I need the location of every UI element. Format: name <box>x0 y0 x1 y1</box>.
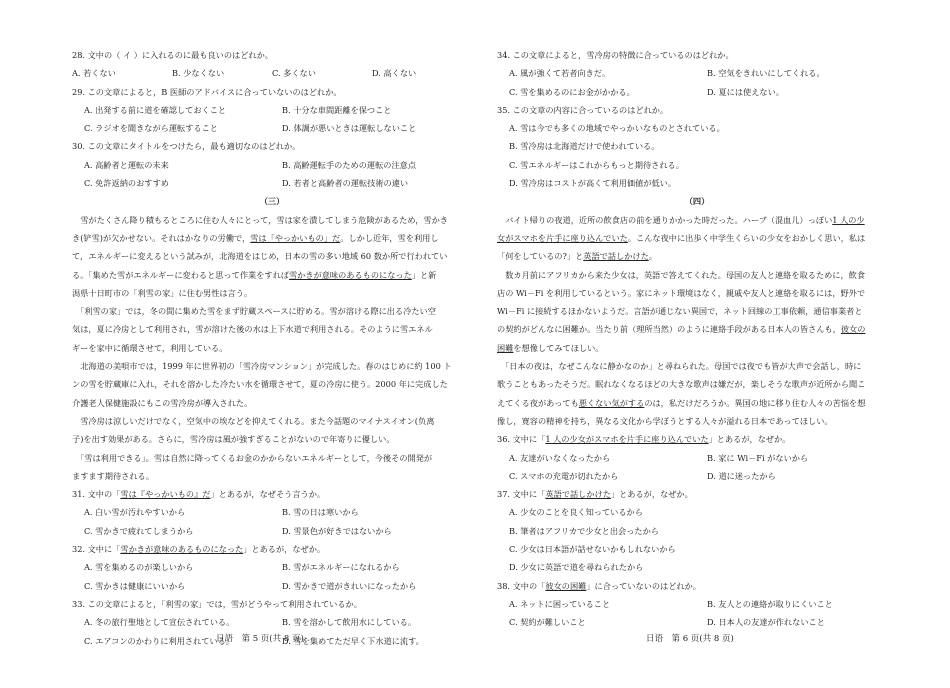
option-d[interactable]: D. 体調が悪いときは運転しないこと <box>282 123 417 134</box>
option-a[interactable]: A. 白い雪が汚れやすいから <box>84 507 186 518</box>
question-32-options-row2 <box>72 577 472 595</box>
underlined-phrase-meaningful: 雪かきが意味のあるものになった <box>288 269 412 280</box>
option-b[interactable]: B. 十分な車間距離を保つこと <box>282 104 392 115</box>
passage-line: ギーを家中に循環させて，利用している。 <box>72 342 228 353</box>
passage-line: て，エネルギーに変えるという試みが，北海道をはじめ，日本の雪の多い地域 60 数か所で行われてい <box>72 251 448 262</box>
passage-line: 女がスマホを片手に座り込んでいた。こんな夜中に出歩く中学生くらいの少女をおかしく思い，私は <box>497 232 866 243</box>
option-b[interactable]: B. 少なくない <box>172 68 225 79</box>
option-c[interactable]: C. 雪を集めるのにお金がかかる。 <box>509 86 635 97</box>
option-d[interactable]: D. 道に迷ったから <box>707 470 776 481</box>
option-a[interactable]: A. 冬の旅行聖地として宣伝されている。 <box>84 617 235 628</box>
option-a[interactable]: A. 雪は今でも多くの地域でやっかいなものとされている。 <box>509 123 725 134</box>
option-d[interactable]: D. 日本人の友達が作れないこと <box>707 617 825 628</box>
passage-line: 雪がたくさん降り積もるところに住む人々にとって，雪は家を潰してしまう危険があるため，雪かき <box>72 214 448 225</box>
section-heading-3: （三） <box>259 196 285 207</box>
underlined-phrase-snow-nuisance: 雪は「やっかいもの」だ <box>250 232 341 243</box>
question-38-options-row2 <box>497 613 897 631</box>
option-b[interactable]: B. 空気をきれいにしてくれる。 <box>707 68 825 79</box>
option-b[interactable]: B. 筆者はアフリカで少女と出会ったから <box>509 525 659 536</box>
option-c[interactable]: C. 少女は日本語が話せないかもしれないから <box>509 544 676 555</box>
option-d[interactable]: D. 雪景色が好きではないから <box>282 525 392 536</box>
question-38-options-row1 <box>497 595 897 613</box>
option-d[interactable]: D. 少女に英語で道を尋ねられたから <box>509 562 644 573</box>
option-c[interactable]: C. 契約が難しいこと <box>509 617 586 628</box>
option-c[interactable]: C. ラジオを聞きながら運転すること <box>84 123 218 134</box>
passage-line: 潟県十日町市の「利雪の家」に住む男性は言う。 <box>72 287 253 298</box>
question-34-options-row1 <box>497 64 897 82</box>
question-31-options-row2 <box>72 522 472 540</box>
left-column <box>72 46 472 650</box>
option-d[interactable]: D. 雪かきで道がきれいになったから <box>282 580 417 591</box>
passage-line: 介護老人保健施設にもこの雪冷房が導入された。 <box>72 397 253 408</box>
page-footer-left: 日語 第 5 页(共 8 页) <box>216 634 304 644</box>
option-d[interactable]: D. 高くない <box>372 68 417 79</box>
passage-line: き(铲雪)が欠かせない。それはかなりの労働で，雪は「やっかいもの」だ。しかし近年，雪を利用し <box>72 232 439 243</box>
question-34-options-row2 <box>497 83 897 101</box>
option-d[interactable]: D. 雪冷房はコストが高くて利用価値が低い。 <box>509 178 677 189</box>
passage-line: バイト帰りの夜道，近所の飲食店の前を通りかかった時だった。ハーブ（混血儿）っぽい1 人の少 <box>497 214 865 225</box>
question-29-options-row2 <box>72 119 472 137</box>
passage-line: 「雪は利用できる」。雪は自然に降ってくるお金のかからないエネルギーとして，今後その開発が <box>72 452 433 463</box>
option-b[interactable]: B. 雪冷房は北海道だけで使われている。 <box>509 141 660 152</box>
question-36-options-row2 <box>497 467 897 485</box>
option-a[interactable]: A. ネットに困っていること <box>509 598 611 609</box>
question-30-options-row1 <box>72 156 472 174</box>
option-c[interactable]: C. 多くない <box>272 68 316 79</box>
page-footer-right: 日语 第 6 页(共 8 页) <box>646 634 734 644</box>
option-a[interactable]: A. 若くない <box>72 68 116 79</box>
question-33-options-row1 <box>72 613 472 631</box>
question-28-options <box>72 64 472 82</box>
passage-line: ンの雪を貯蔵庫に入れ，それを溶かした冷たい水を循環させて，夏の冷房に使う。2000 年に完成した <box>72 379 448 390</box>
option-a[interactable]: A. 出発する前に道を確認しておくこと <box>84 104 227 115</box>
option-a[interactable]: A. 雪を集めるのが楽しいから <box>84 562 194 573</box>
question-34-stem: 34. この文章によると，雪冷房の特徴に合っているのはどれか。 <box>497 50 734 60</box>
right-column <box>497 46 897 632</box>
passage-line: えてくる夜があっても悪くない気がするのは，私だけだろうか。異国の地に移り住む人々の苦悩を想 <box>497 397 866 408</box>
passage-line: 「日本の夜は，なぜこんなに静かなのか」と尋ねられた。母国では夜でも皆が大声で会話し，時に <box>497 361 862 372</box>
passage-line: の契約がどんなに困難か。当たり前（理所当然）のように連絡手段がある日本人の皆さんも，彼女の <box>497 324 866 335</box>
passage-line: Wi－Fi に接続するほかないようだ。言語が通じない異国で，ネット回線の工事依頼，通信事業者と <box>497 306 863 317</box>
question-32-stem: 32. 文中に「雪かきが意味のあるものになった」とあるが，なぜか。 <box>72 544 326 555</box>
question-29-options-row1 <box>72 101 472 119</box>
option-c[interactable]: C. スマホの充電が切れたから <box>509 470 619 481</box>
question-28-stem: 28. 文中の（ イ ）に入れるのに最も良いのはどれか。 <box>72 50 273 60</box>
passage-line: 子)を出す効果がある。さらに，雪冷房は風が強すぎることがないので年寄りに優しい。 <box>72 434 395 445</box>
option-b[interactable]: B. 雪がエネルギーになれるから <box>282 562 400 573</box>
option-c[interactable]: C. エアコンのかわりに利用されている。 <box>84 635 234 646</box>
option-c[interactable]: C. 免許返納のおすすめ <box>84 178 169 189</box>
question-30-stem: 30. この文章にタイトルをつけたら，最も適切なのはどれか。 <box>72 141 301 152</box>
passage-line: 北海道の美唄市では，1999 年に世界初の「雪冷房マンション」が完成した。春のはじめに約 100 ト <box>72 361 452 372</box>
option-c[interactable]: C. 雪エネルギーはこれからもっと期待される。 <box>509 159 684 170</box>
option-d[interactable]: D. 雪を集めてただ早く下水道に流す。 <box>282 635 424 646</box>
question-30-options-row2 <box>72 174 472 192</box>
question-32-options-row1 <box>72 558 472 576</box>
option-b[interactable]: B. 雪の日は寒いから <box>282 507 359 518</box>
section-heading-4: （四） <box>684 196 710 207</box>
passage-line: 像し，寛容の精神を持ち，異なる文化から学ぼうとする人々が溢れる日本であってほしい。 <box>497 415 833 426</box>
passage-line: 数カ月前にアフリカから来た少女は，英語で答えてくれた。母国の友人と連絡を取るために，飲食 <box>497 269 866 280</box>
question-38-stem: 38. 文中の「彼女の困難」に合っていないのはどれか。 <box>497 580 701 591</box>
question-29-stem: 29. この文章によると，B 医師のアドバイスに合っていないのはどれか。 <box>72 86 342 97</box>
passage-line: 「利雪の家」では，冬の間に集めた雪をまず貯蔵スペースに貯める。雪が溶ける際に出る冷たい空 <box>72 306 436 317</box>
option-b[interactable]: B. 家に Wi－Fi がないから <box>707 452 809 463</box>
passage-line: 困難を想像してみてほしい。 <box>497 342 604 353</box>
passage-line: 歌うこともあったそうだ。眠れなくなるほどの大きな歌声は嫌だが，楽しそうな歌声が近所から聞こ <box>497 379 866 390</box>
passage-line: 雪冷房は涼しいだけでなく，空気中の埃などを抑えてくれる。また今話題のマイナスイオン(负离 <box>72 415 435 426</box>
option-b[interactable]: B. 高齢運転手のための運転の注意点 <box>282 159 417 170</box>
option-d[interactable]: D. 夏には使えない。 <box>707 86 784 97</box>
option-c[interactable]: C. 雪かきで疲れてしまうから <box>84 525 194 536</box>
passage-line: 店の Wi－Fi を利用しているという。家にネット環境はなく，親戚や友人と連絡を取るには，野外で <box>497 287 866 298</box>
passage-line: ますます期待される。 <box>72 470 154 481</box>
question-31-options-row1 <box>72 503 472 521</box>
option-c[interactable]: C. 雪かきは健康にいいから <box>84 580 186 591</box>
option-d[interactable]: D. 若者と高齢者の運転技術の違い <box>282 178 409 189</box>
option-b[interactable]: B. 友人との連絡が取りにくいこと <box>707 598 833 609</box>
option-a[interactable]: A. 友達がいなくなったから <box>509 452 611 463</box>
question-37-stem: 37. 文中に「英語で話しかけた」とあるが，なぜか。 <box>497 489 693 500</box>
passage-line: 「何をしているの?」と英語で話しかけた。 <box>497 251 657 262</box>
question-35-stem: 35. この文章の内容に合っているのはどれか。 <box>497 104 669 115</box>
question-31-stem: 31. 文中の「雪は『やっかいもの』だ」とあるが，なぜそう言うか。 <box>72 489 326 500</box>
passage-line: 気は，夏に冷房として利用され，雪が溶けた後の水は上下水道で利用される。そのように雪エネル <box>72 324 433 335</box>
question-36-options-row1 <box>497 449 897 467</box>
passage-line: る。「集めた雪がエネルギーに変わると思って作業をすれば雪かきが意味のあるものになった」と新 <box>72 269 437 280</box>
option-a[interactable]: A. 少女のことを良く知っているから <box>509 507 643 518</box>
option-b[interactable]: B. 雪を溶かして飲用水にしている。 <box>282 617 417 628</box>
question-33-stem: 33. この文章によると，「利雪の家」では，雪がどうやって利用されているか。 <box>72 598 362 609</box>
option-a[interactable]: A. 風が強くて若者向きだ。 <box>509 68 611 79</box>
question-36-stem: 36. 文中に「1 人の少女がスマホを片手に座り込んでいた」とあるが，なぜか。 <box>497 434 791 445</box>
option-a[interactable]: A. 高齢者と運転の未来 <box>84 159 169 170</box>
